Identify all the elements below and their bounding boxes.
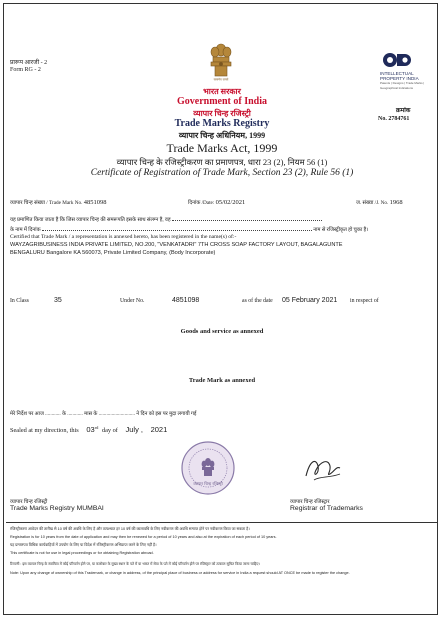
note-3-hindi: टिप्पणी : इस व्यापार चिन्ह के स्वामित्व में कोई परिवर्तन होने पर, या कारोबार के मुख्य स्थान के पते में या भारत में सेवा के पते में कोई परिवर्तन होने पर रजिस्ट्रार को तत्काल सूचित किया जाना चाहिए।	[10, 562, 260, 566]
certification-hindi-line-1	[10, 215, 322, 223]
certification-hindi-text-2: के नाम में दिनांक	[10, 227, 41, 233]
certificate-heading-hindi: व्यापार चिन्ह के रजिस्ट्रीकरण का प्रमाणपत्र, धारा 23 (2), नियम 56 (1)	[116, 157, 328, 167]
act-heading: Trade Marks Act, 1999	[166, 141, 278, 155]
fill-line	[172, 220, 322, 221]
footer-left-hindi: व्यापार चिन्ह रजिस्ट्री	[10, 499, 48, 505]
in-class-label: In Class	[10, 298, 29, 304]
note-1-hindi: रजिस्ट्रीकरण आवेदन की तारीख से 10 वर्ष की अवधि के लिए है और तत्पश्चात हर 10 वर्ष की कालावधि के लिए नवीकरण की अवधि समाप्त होने पर नवीकरण किया जा सकता है।	[10, 527, 250, 531]
serial-number: No. 2784761	[378, 116, 410, 122]
certified-statement: Certified that Trade Mark / a representation is annexed hereto, has been registered in the name(s) of:-	[10, 234, 237, 240]
owner-line-1: WAYZAGRIBUSINESS INDIA PRIVATE LIMITED, NO.200, "VENKATADRI" 7TH CROSS SOAP FACTORY LAYOUT, BAGALAGUNTE	[10, 242, 343, 248]
trade-mark-number-label: व्यापार चिन्ह संख्या / Trade Mark No.	[10, 200, 83, 206]
as-of-date-label: as of the date	[242, 298, 273, 304]
ip-logo-subtitle: Patents | Designs | Trade Marks | Geographical Indications	[380, 81, 425, 90]
registrar-title: Registrar of Trademarks	[290, 505, 363, 512]
registry-seal-icon	[180, 440, 236, 496]
trade-mark-number: 4851098	[83, 199, 107, 206]
svg-text:सत्यमेव जयते: सत्यमेव जयते	[213, 77, 229, 82]
certification-hindi-text-3: नाम से रजिस्ट्रीकृत हो चुका है।	[313, 227, 369, 233]
government-of-india-heading: Government of India	[177, 96, 267, 107]
under-number: 4851098	[172, 297, 200, 304]
note-2: This certificate is not for use in legal proceedings or for obtaining Registration abroad.	[10, 551, 154, 555]
sealed-day-suffix: rd	[94, 425, 99, 430]
certificate-heading: Certificate of Registration of Trade Mark, Section 23 (2), Rule 56 (1)	[90, 168, 354, 178]
note-3: Note: Upon any change of ownership of this Trademark, or change in address, of the principal place of business or address for service in India a request should AT ONCE be made to register the change.	[10, 571, 350, 575]
note-2-hindi: यह प्रमाणपत्र विधिक कार्यवाहियों में उपयोग के लिए या विदेश में रजिस्ट्रीकरण अभिप्राप्त करने के लिए नहीं है।	[10, 543, 157, 547]
ip-logo-line-2: PROPERTY INDIA	[380, 76, 419, 81]
in-respect-of-label: in respect of	[350, 298, 379, 304]
class-value: 35	[54, 297, 62, 304]
trade-mark-number-row	[10, 198, 106, 206]
registration-date: 05/02/2021	[215, 199, 246, 206]
seal-text: व्यापार चिन्ह रजिस्ट्री	[193, 481, 223, 486]
journal-row	[356, 198, 403, 206]
under-no-label: Under No.	[120, 298, 145, 304]
serial-label-hindi: क्रमांक	[396, 108, 411, 114]
registry-heading-hindi: व्यापार चिन्ह रजिस्ट्री	[193, 109, 251, 118]
act-heading-hindi: व्यापार चिन्ह अधिनियम, 1999	[178, 131, 266, 140]
journal-number: 1968	[389, 199, 403, 206]
form-label: Form RG - 2	[10, 67, 41, 73]
owner-line-2: BENGALURU Bangalore KA 560073, Private Limited Company, (Body Incorporate)	[10, 250, 216, 256]
registry-heading: Trade Marks Registry	[174, 118, 270, 129]
sealed-year: 2021	[150, 425, 168, 435]
note-1: Registration is for 10 years from the date of application and may then be renewed for a period of 10 years and also at the expiration of each period of 10 years.	[10, 535, 277, 539]
date-row	[188, 198, 245, 206]
goods-and-services: Goods and service as annexed	[180, 328, 264, 335]
certification-hindi-text: यह प्रमाणित किया जाता है कि जिस व्यापार चिन्ह की समरूपति इसके साथ संलग्न है, वह	[10, 217, 171, 223]
sealing-mid: day of	[101, 427, 118, 435]
form-label-hindi: प्रारूप आरजी - 2	[10, 60, 48, 66]
sealing-prefix: Sealed at my direction, this	[10, 427, 79, 435]
notes-divider	[6, 522, 438, 523]
as-of-date: 05 February 2021	[282, 297, 338, 304]
registry-location: Trade Marks Registry MUMBAI	[10, 505, 104, 512]
footer-right-hindi: व्यापार चिन्ह रजिस्ट्रार	[290, 499, 330, 505]
registrar-signature-icon	[300, 452, 348, 486]
trade-mark-annexed: Trade Mark as annexed	[188, 377, 256, 384]
date-label: दिनांक /Date:	[188, 200, 215, 206]
fill-line	[42, 230, 312, 231]
ip-logo-line-1: INTELLECTUAL	[380, 71, 414, 76]
sealed-day: 03	[86, 425, 95, 435]
sealing-line	[10, 425, 167, 434]
sealed-month: July ,	[125, 425, 143, 435]
sealing-hindi: मेरे निर्देश पर आज ............ के ............ मास के ............................ ने दिन को इस पर मुद्रा लगायी गई	[10, 411, 197, 417]
national-emblem-icon	[208, 42, 234, 82]
certification-hindi-line-2	[10, 225, 368, 233]
journal-label: ज. संख्या /J. No.	[356, 200, 389, 206]
bharat-sarkar-heading: भारत सरकार	[203, 87, 241, 96]
